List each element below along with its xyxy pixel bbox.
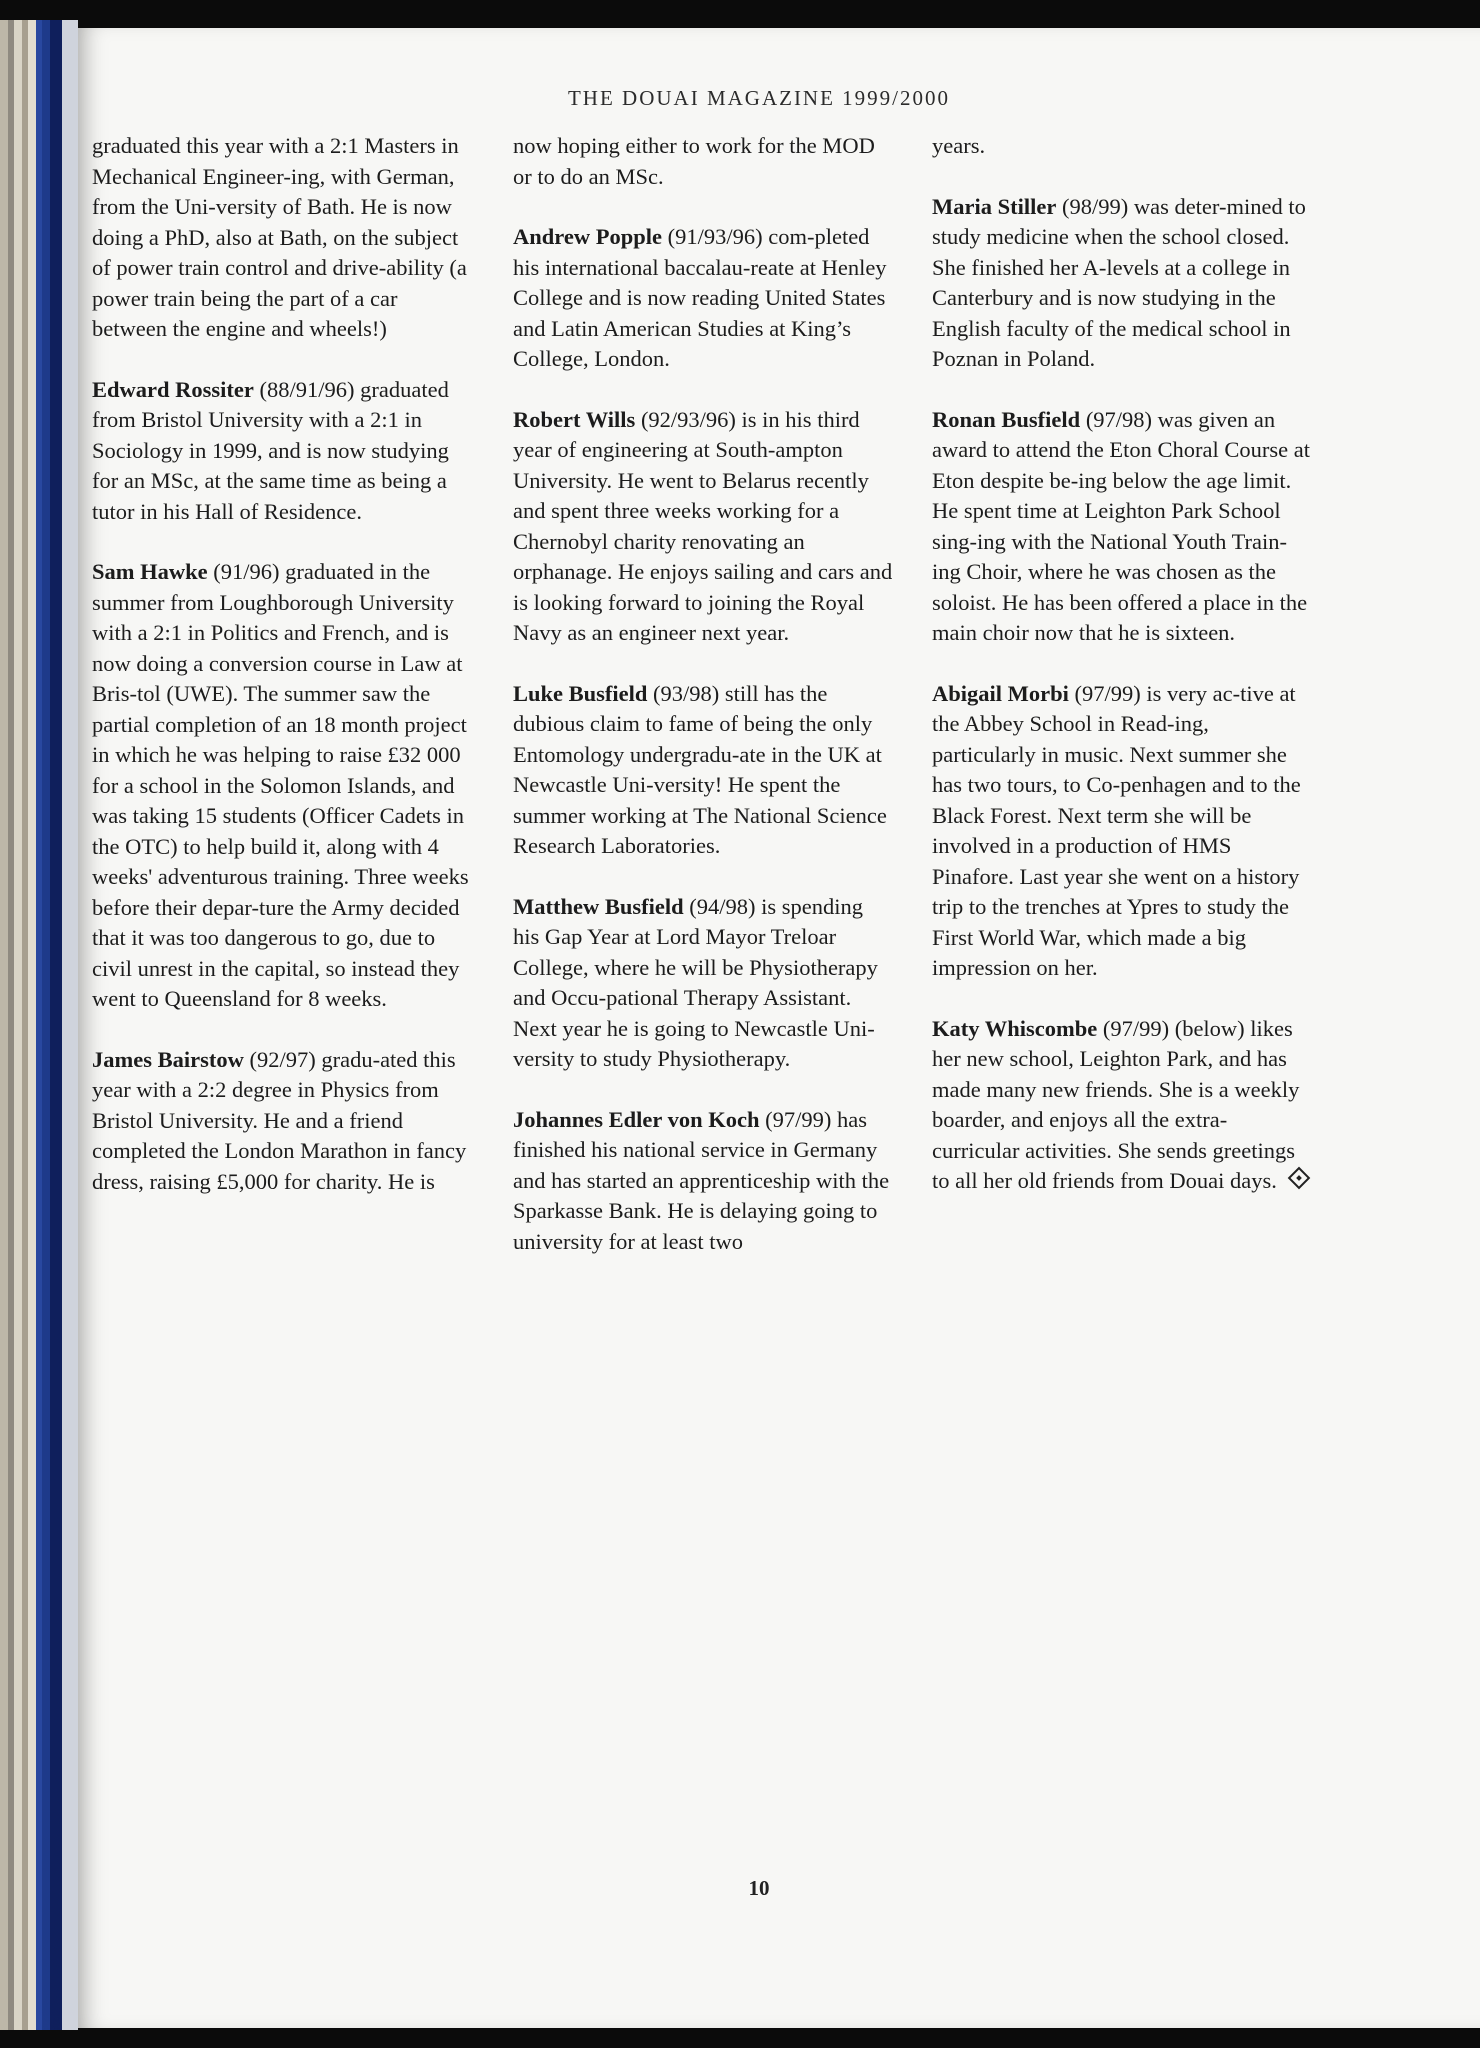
entry-name: Andrew Popple <box>513 224 662 249</box>
entry-text: (97/99) is very ac-tive at the Abbey School in Read-ing, particularly in music. Next summer she has two tours, to Co-penhagen and to the Black Forest. Next term she will be involved in a production of HMS Pinafore. Last year she went on a history trip to the trenches at Ypres to study the First World War, which made a big impression on her. <box>932 680 1301 980</box>
entry-text: (88/91/96) graduated from Bristol University with a 2:1 in Sociology in 1999, and is now studying for an MSc, at the same time as being a tutor in his Hall of Residence. <box>92 376 449 524</box>
running-header <box>0 86 1480 111</box>
entry-paragraph <box>92 375 472 528</box>
text-column-1 <box>92 131 472 1227</box>
entry-text: (92/97) gradu-ated this year with a 2:2 degree in Physics from Bristol University. He and a friend completed the London Marathon in fancy dress, raising £5,000 for charity. He is <box>92 1046 467 1194</box>
entry-paragraph <box>932 131 1312 162</box>
text-column-3 <box>932 131 1312 1227</box>
end-of-article-icon <box>1288 1167 1311 1190</box>
entry-paragraph <box>513 679 893 862</box>
entry-name: Luke Busfield <box>513 680 648 706</box>
entry-paragraph <box>932 679 1312 984</box>
book-spine-edges <box>0 20 80 2030</box>
entry-name: Sam Hawke <box>92 559 208 584</box>
entry-name: Johannes Edler von Koch <box>513 1106 760 1132</box>
entry-name: Matthew Busfield <box>513 893 684 919</box>
entry-paragraph <box>513 892 893 1075</box>
entry-paragraph <box>92 131 472 345</box>
entry-text: (98/99) was deter-mined to study medicine when the school closed. She finished her A-levels at a college in Canterbury and is now studying in the English faculty of the medical school in Poznan in Poland. <box>932 193 1306 371</box>
entry-name: Edward Rossiter <box>92 376 254 402</box>
page-footer <box>0 1876 1480 1901</box>
entry-text: (92/93/96) is in his third year of engineering at South-ampton University. He went to Belarus recently and spent three weeks working for a Chernobyl charity renovating an orphanage. He enjoys sailing and cars and is looking forward to joining the Royal Navy as an engineer next year. <box>513 406 893 645</box>
entry-text: graduated this year with a 2:1 Masters in Mechanical Engineer-ing, with German, from the Uni-versity of Bath. He is now doing a PhD, also at Bath, on the subject of power train control and drive-ability (a power train being the part of a car between the engine and wheels!) <box>92 133 467 341</box>
entry-text: (91/93/96) com-pleted his international baccalau-reate at Henley College and is now reading United States and Latin American Studies at King’s College, London. <box>513 224 887 371</box>
entry-name: Ronan Busfield <box>932 406 1081 432</box>
entry-paragraph <box>513 222 893 375</box>
entry-paragraph <box>513 131 893 192</box>
entry-name: Robert Wills <box>513 406 636 432</box>
entry-name: Katy Whiscombe <box>932 1015 1098 1041</box>
entry-text: (97/99) (below) likes her new school, Leighton Park, and has made many new friends. She is a weekly boarder, and enjoys all the extra-curricular activities. She sends greetings to all her old friends from Douai days. <box>932 1015 1300 1193</box>
entry-text: (97/99) has finished his national service in Germany and has started an apprenticeship with the Sparkasse Bank. He is delaying going to university for at least two <box>513 1106 890 1254</box>
text-column-2 <box>513 131 893 1287</box>
entry-paragraph <box>92 1045 472 1198</box>
entry-paragraph <box>932 192 1312 375</box>
entry-text: (93/98) still has the dubious claim to fame of being the only Entomology undergradu-ate in the UK at Newcastle Uni-versity! He spent the summer working at The National Science Research Laboratories. <box>513 680 887 858</box>
entry-text: (94/98) is spending his Gap Year at Lord Mayor Treloar College, where he will be Physiotherapy and Occu-pational Therapy Assistant. Next year he is going to Newcastle Uni-versity to study Physiotherapy. <box>513 893 878 1071</box>
page-number: 10 <box>748 1876 770 1900</box>
entry-paragraph <box>513 1105 893 1258</box>
entry-name: James Bairstow <box>92 1046 244 1072</box>
entry-text: now hoping either to work for the MOD or to do an MSc. <box>513 133 875 189</box>
magazine-title: THE DOUAI MAGAZINE 1999/2000 <box>567 86 951 110</box>
entry-text: (97/98) was given an award to attend the Eton Choral Course at Eton despite be-ing below the age limit. He spent time at Leighton Park School sing-ing with the National Youth Train-ing Choir, where he was chosen as the soloist. He has been offered a place in the main choir now that he is sixteen. <box>932 406 1311 645</box>
entry-name: Abigail Morbi <box>932 680 1069 706</box>
entry-name: Maria Stiller <box>932 193 1057 219</box>
entry-text: years. <box>932 133 986 158</box>
entry-paragraph <box>92 557 472 1015</box>
entry-paragraph <box>932 1014 1312 1197</box>
entry-paragraph <box>513 405 893 649</box>
entry-paragraph <box>932 405 1312 649</box>
entry-text: (91/96) graduated in the summer from Loughborough University with a 2:1 in Politics and French, and is now doing a conversion course in Law at Bris-tol (UWE). The summer saw the partial completion of an 18 month project in which he was helping to raise £32 000 for a school in the Solomon Islands, and was taking 15 students (Officer Cadets in the OTC) to help build it, along with 4 weeks' adventurous training. Three weeks before their depar-ture the Army decided that it was too dangerous to go, due to civil unrest in the capital, so instead they went to Queensland for 8 weeks. <box>92 559 469 1011</box>
